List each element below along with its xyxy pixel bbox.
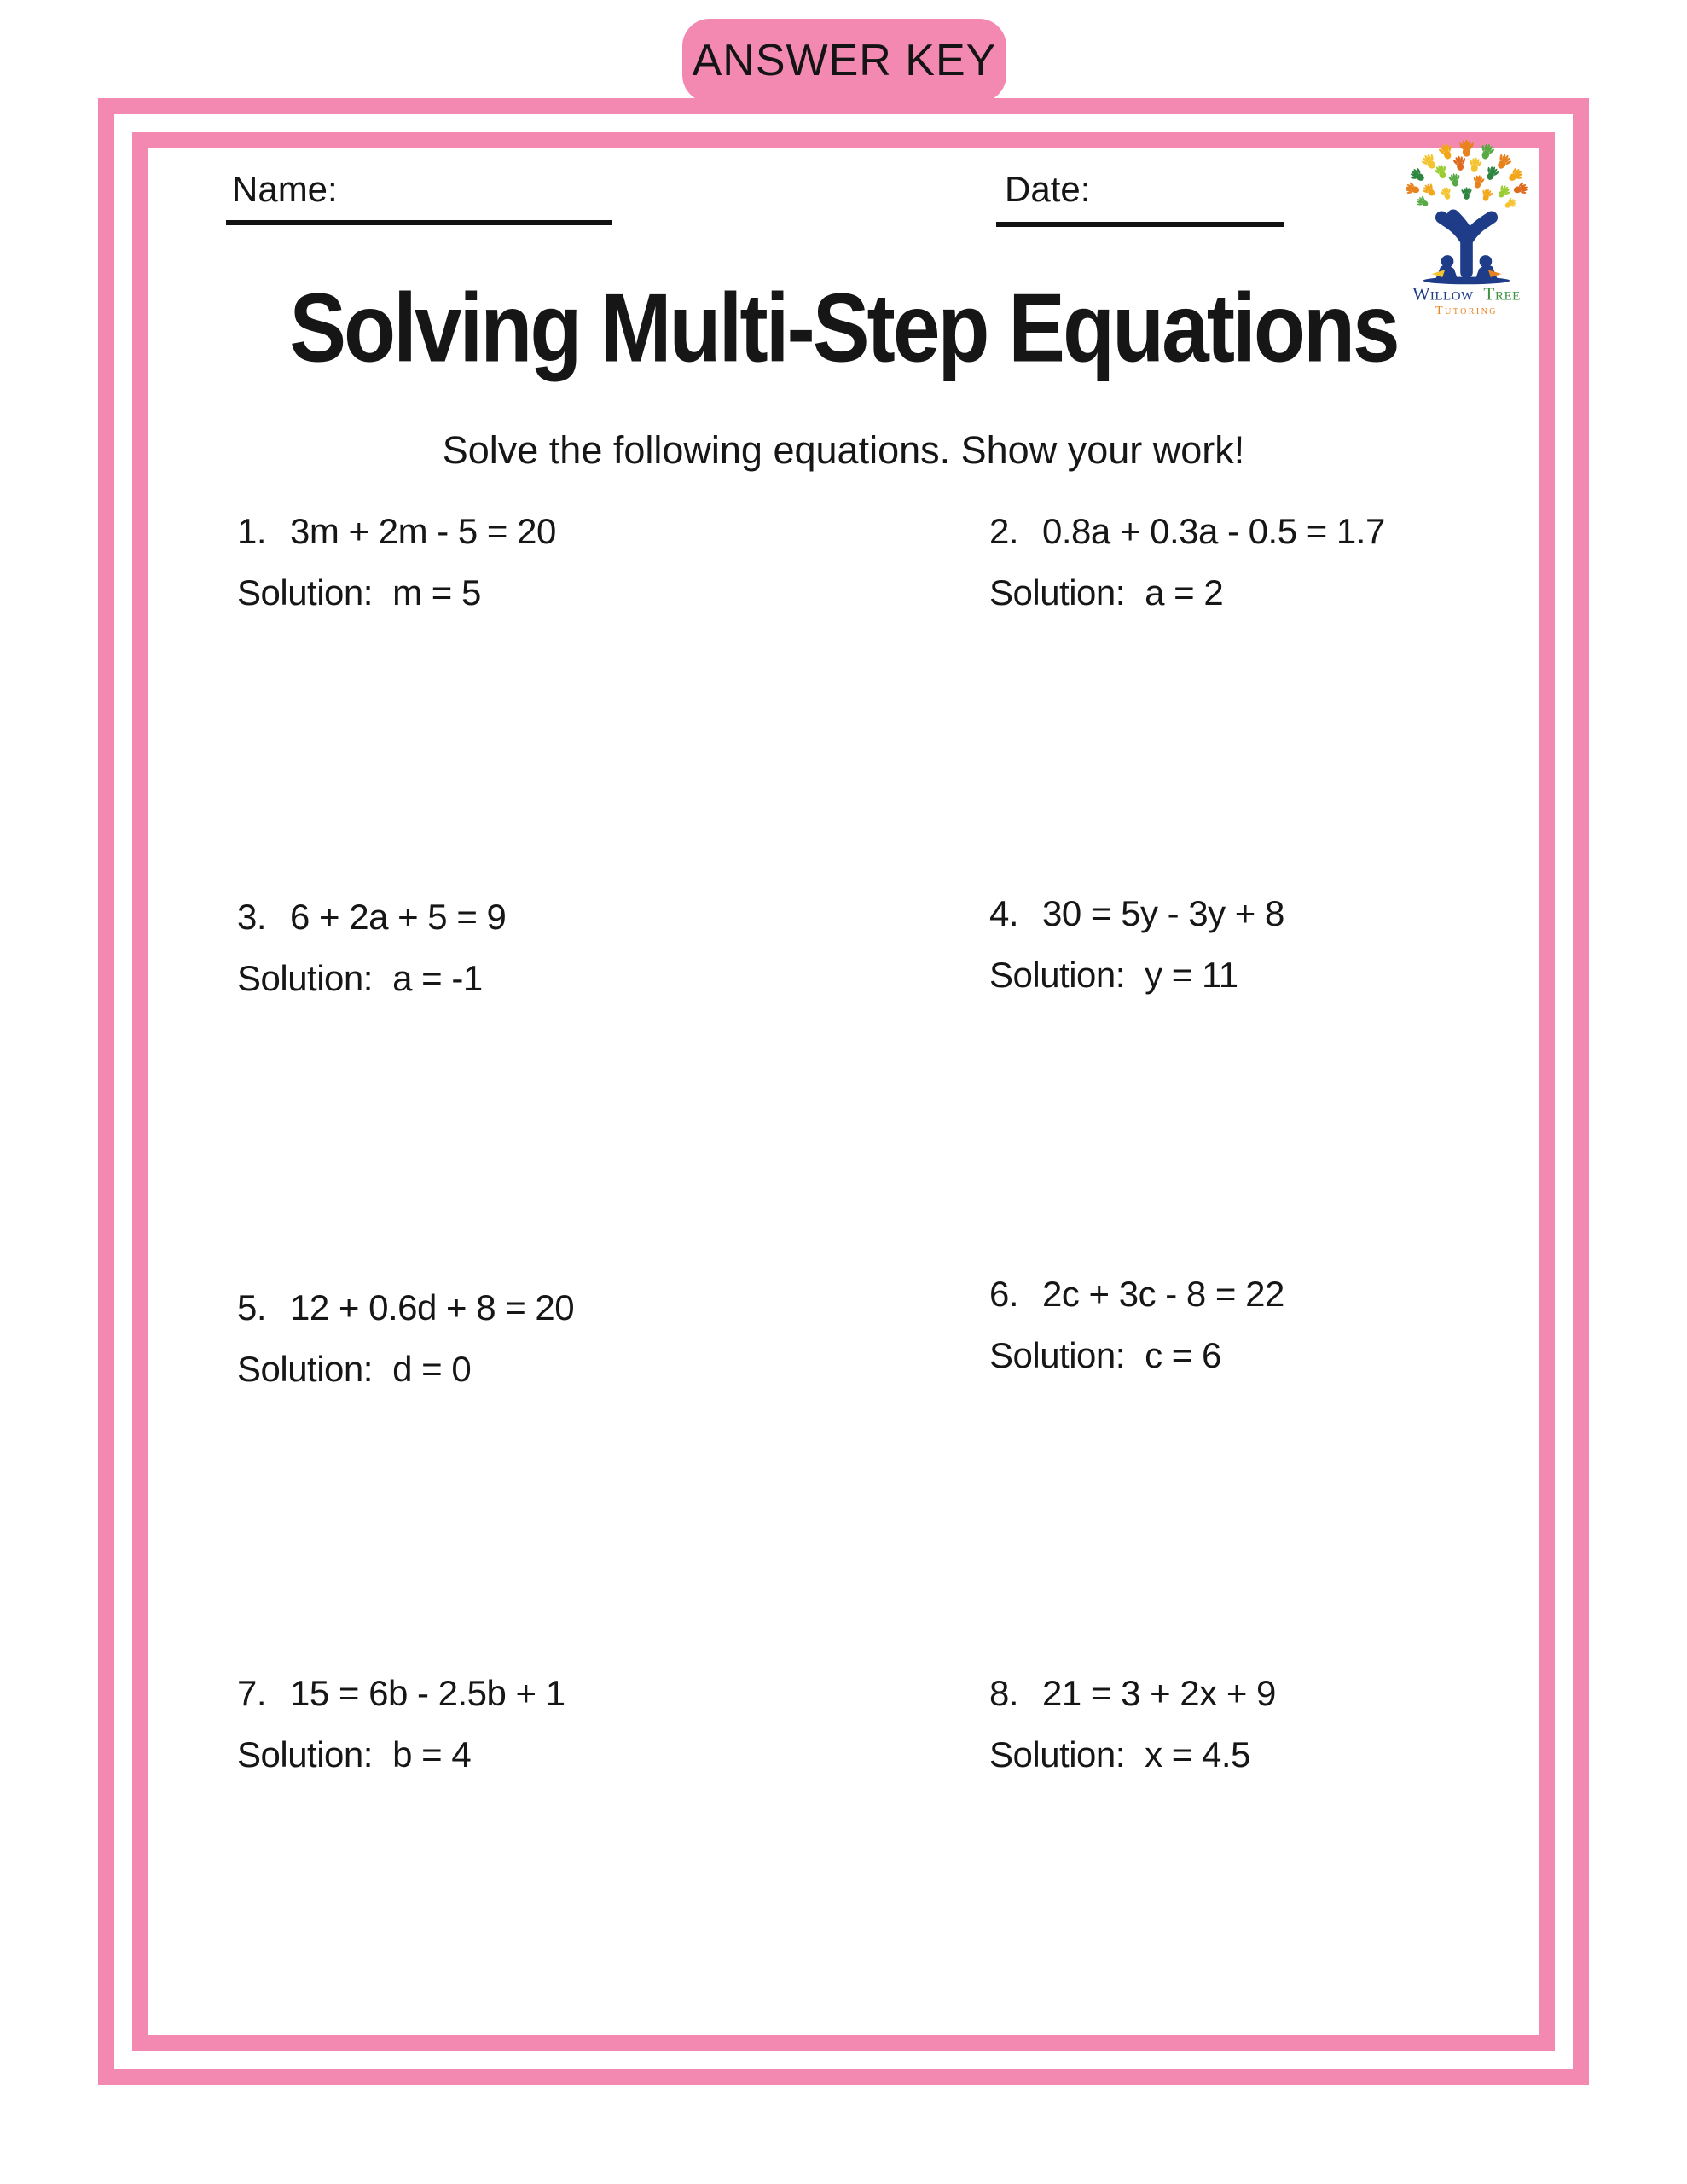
- problem-number: 5.: [237, 1287, 267, 1327]
- solution-label: Solution:: [989, 955, 1125, 995]
- solution-label: Solution:: [237, 958, 373, 998]
- problem-equation: 15 = 6b - 2.5b + 1: [290, 1673, 565, 1713]
- logo-wordmark: [1412, 283, 1521, 304]
- outer-pink-frame: [98, 98, 1589, 2085]
- handprint-canopy-icon: [1404, 139, 1529, 211]
- inner-pink-frame: [132, 132, 1555, 2051]
- problem-equation: 30 = 5y - 3y + 8: [1042, 893, 1284, 933]
- solution-value: a = 2: [1145, 572, 1224, 613]
- problem-number: 6.: [989, 1274, 1019, 1314]
- problem-number: 4.: [989, 893, 1019, 933]
- problem-equation: 12 + 0.6d + 8 = 20: [290, 1287, 575, 1327]
- logo-word-tree: Tree: [1483, 283, 1521, 305]
- problem-number: 8.: [989, 1673, 1019, 1713]
- name-label: Name:: [232, 169, 338, 209]
- logo-word-willow: Willow: [1412, 283, 1474, 305]
- solution-value: d = 0: [392, 1349, 472, 1389]
- date-label: Date:: [1005, 169, 1091, 209]
- solution-label: Solution:: [989, 1734, 1125, 1774]
- problem-equation: 2c + 3c - 8 = 22: [1042, 1274, 1284, 1314]
- instructions-text: Solve the following equations. Show your work!: [442, 428, 1245, 472]
- logo-subtitle: Tutoring: [1435, 303, 1498, 316]
- solution-value: c = 6: [1145, 1335, 1221, 1375]
- problem-number: 2.: [989, 511, 1019, 551]
- solution-value: b = 4: [392, 1734, 472, 1774]
- problem-equation: 6 + 2a + 5 = 9: [290, 897, 507, 937]
- solution-label: Solution:: [989, 572, 1125, 613]
- solution-label: Solution:: [989, 1335, 1125, 1375]
- willow-tree-logo: [1383, 139, 1550, 316]
- worksheet-title: Solving Multi-Step Equations: [289, 274, 1398, 383]
- solution-label: Solution:: [237, 1734, 373, 1774]
- problem-number: 7.: [237, 1673, 267, 1713]
- solution-label: Solution:: [237, 1349, 373, 1389]
- answer-key-badge: [682, 19, 1006, 102]
- problem-equation: 0.8a + 0.3a - 0.5 = 1.7: [1042, 511, 1385, 551]
- problem-equation: 3m + 2m - 5 = 20: [290, 511, 556, 551]
- problem-number: 3.: [237, 897, 267, 937]
- problem-equation: 21 = 3 + 2x + 9: [1042, 1673, 1276, 1713]
- answer-key-label: ANSWER KEY: [692, 36, 997, 85]
- problem-number: 1.: [237, 511, 267, 551]
- solution-label: Solution:: [237, 572, 373, 613]
- solution-value: x = 4.5: [1145, 1734, 1250, 1774]
- solution-value: m = 5: [392, 572, 481, 613]
- solution-value: a = -1: [392, 958, 483, 998]
- solution-value: y = 11: [1145, 955, 1238, 995]
